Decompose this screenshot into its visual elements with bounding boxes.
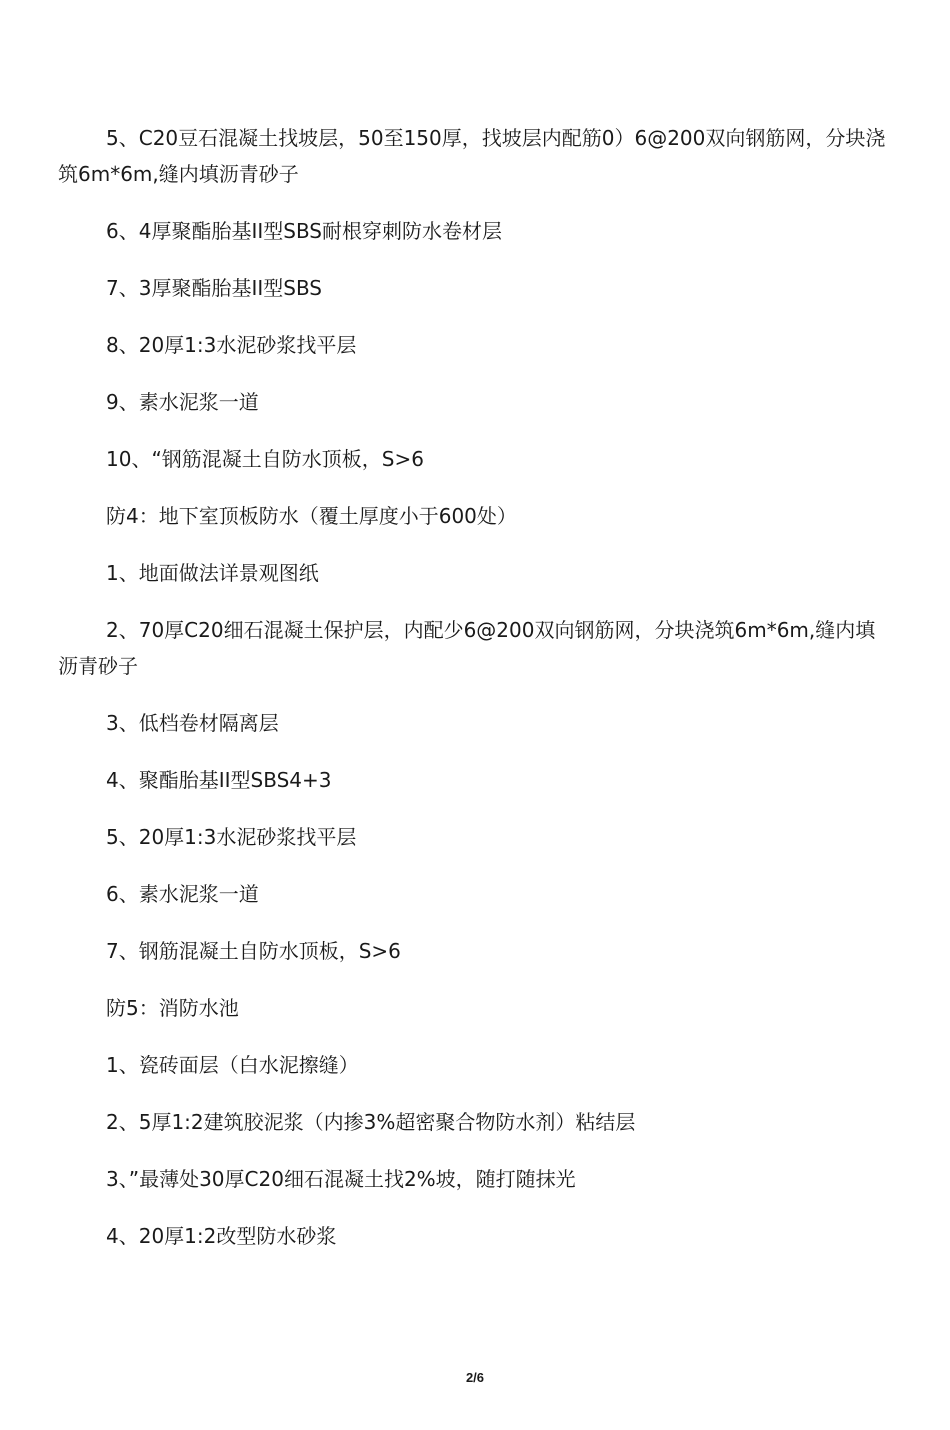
paragraph: 5、C20豆石混凝土找坡层，50至150厚，找坡层内配筋0）6@200双向钢筋网，分块浇筑6m*6m,缝内填沥青砂子 [58, 126, 886, 186]
document-body [58, 120, 888, 1275]
paragraph: 4、聚酯胎基II型SBS4+3 [106, 768, 332, 792]
section-heading: 防5：消防水池 [106, 996, 239, 1020]
paragraph: 4、20厚1:2改型防水砂浆 [106, 1224, 337, 1248]
paragraph: 7、钢筋混凝土自防水顶板，S>6 [106, 939, 401, 963]
paragraph: 10、“钢筋混凝土自防水顶板，S>6 [106, 447, 424, 471]
paragraph: 1、地面做法详景观图纸 [106, 561, 319, 585]
paragraph: 7、3厚聚酯胎基II型SBS [106, 276, 323, 300]
paragraph: 2、70厚C20细石混凝土保护层，内配少6@200双向钢筋网，分块浇筑6m*6m,缝内填沥青砂子 [58, 618, 876, 678]
paragraph: 1、瓷砖面层（白水泥擦缝） [106, 1053, 359, 1077]
paragraph: 5、20厚1:3水泥砂浆找平层 [106, 825, 357, 849]
page-number: 2/6 [465, 1370, 485, 1385]
paragraph: 3、”最薄处30厚C20细石混凝土找2%坡，随打随抹光 [106, 1167, 576, 1191]
paragraph: 6、素水泥浆一道 [106, 882, 259, 906]
paragraph: 9、素水泥浆一道 [106, 390, 259, 414]
section-heading: 防4：地下室顶板防水（覆土厚度小于600处） [106, 504, 517, 528]
paragraph: 2、5厚1:2建筑胶泥浆（内掺3%超密聚合物防水剂）粘结层 [106, 1110, 636, 1134]
paragraph: 3、低档卷材隔离层 [106, 711, 279, 735]
paragraph: 8、20厚1:3水泥砂浆找平层 [106, 333, 357, 357]
paragraph: 6、4厚聚酯胎基II型SBS耐根穿刺防水卷材层 [106, 219, 503, 243]
